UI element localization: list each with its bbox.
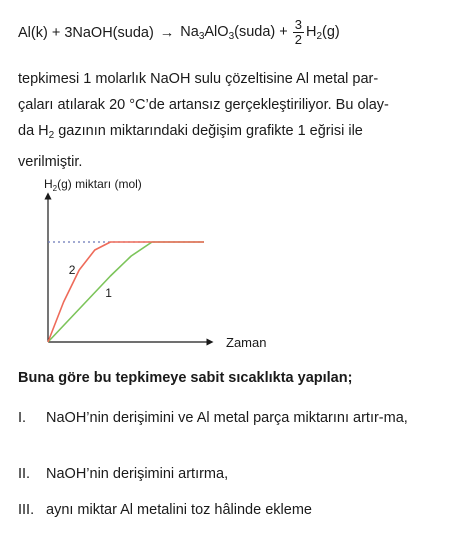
option-text: NaOH’nin derişimini ve Al metal parça miktarını artır-ma, bbox=[46, 410, 408, 426]
reaction-arrow: → bbox=[159, 24, 175, 41]
paragraph-line: çaları atılarak 20 °C’de artansız gerçekleştiriliyor. Bu olay- bbox=[18, 97, 389, 113]
paragraph-line: verilmiştir. bbox=[18, 154, 83, 170]
question-text: Buna göre bu tepkimeye sabit sıcaklıkta yapılan; bbox=[18, 370, 353, 386]
option-ii bbox=[18, 462, 418, 487]
series-label-1: 1 bbox=[105, 286, 112, 300]
h2-amount-chart bbox=[0, 160, 300, 360]
series-label-2: 2 bbox=[68, 263, 76, 277]
x-axis-label: Zaman bbox=[226, 335, 267, 350]
coefficient-fraction: $\frac{3}{2}$ bbox=[294, 17, 302, 47]
paragraph-line: da $H_2$ gazının miktarındaki değişim grafikte 1 eğrisi ile bbox=[18, 123, 363, 141]
reaction-equation bbox=[18, 18, 340, 47]
series-curve-2 bbox=[48, 242, 204, 342]
reactants: Al(k) + 3NaOH(suda) bbox=[18, 24, 154, 41]
option-numeral: II. bbox=[18, 466, 31, 482]
problem-paragraph bbox=[18, 66, 433, 175]
y-axis-label: $H_2(g)$ miktarı (mol) bbox=[44, 177, 142, 193]
product-naalo3: $Na_3AlO_3(suda)$ + bbox=[180, 23, 288, 42]
paragraph-line: tepkimesi 1 molarlık NaOH sulu çözeltisine Al metal par- bbox=[18, 71, 379, 87]
option-text: NaOH’nin derişimini artırma, bbox=[46, 466, 229, 482]
option-numeral: III. bbox=[18, 502, 35, 518]
series-layer bbox=[48, 242, 204, 342]
option-numeral: I. bbox=[18, 410, 27, 426]
option-i bbox=[18, 406, 418, 431]
option-iii bbox=[18, 498, 418, 523]
option-text: aynı miktar Al metalini toz hâlinde ekleme bbox=[46, 502, 312, 518]
product-h2: $H_2(g)$ bbox=[305, 23, 340, 42]
series-curve-1 bbox=[48, 242, 204, 342]
